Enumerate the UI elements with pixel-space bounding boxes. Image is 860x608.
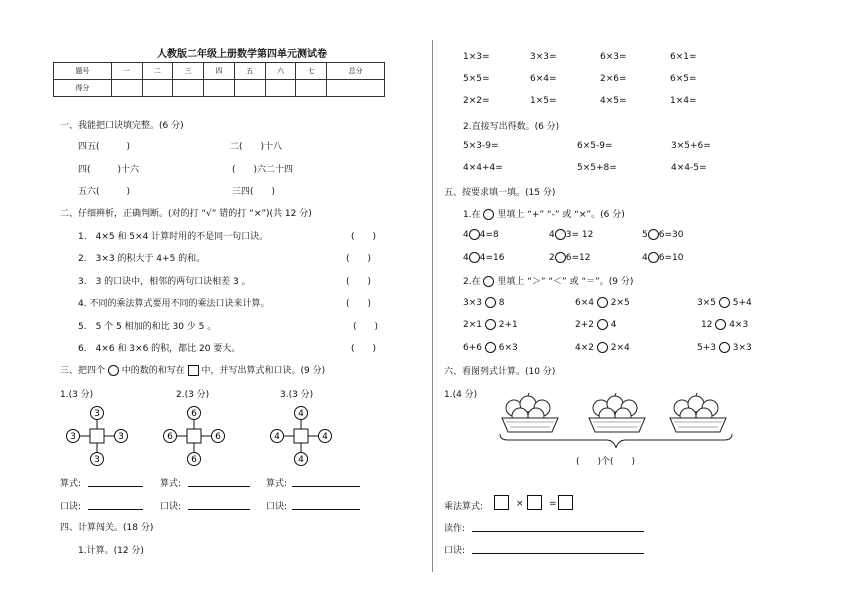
direct-item: 4×4+4=	[463, 163, 503, 173]
judge-item: 5. 5 个 5 相加的和比 30 少 5 。	[78, 322, 217, 332]
op-circle[interactable]	[469, 252, 480, 263]
cmp-left: 12	[701, 320, 713, 330]
s5-sub2-part: 2.在	[463, 277, 481, 287]
judge-paren[interactable]: ( )	[351, 344, 377, 354]
cmp-right: 2×5	[610, 298, 630, 308]
s5-sub2-part: 里填上 “＞” “＜” 或 “＝”。(9 分)	[497, 277, 634, 287]
mult-label: 乘法算式:	[444, 502, 484, 512]
score-cell[interactable]	[111, 80, 142, 97]
s1-item: ( )六二十四	[232, 165, 294, 175]
direct-item: 6×5-9=	[577, 141, 613, 151]
score-table-score-row	[54, 80, 385, 97]
s1-item: 四( )十六	[78, 165, 140, 175]
op-circle[interactable]	[648, 229, 659, 240]
rhyme-blank[interactable]	[188, 509, 250, 510]
s5-sub1-part: 1.在	[463, 210, 481, 220]
cmp-left: 6+6	[463, 343, 482, 353]
times-sign: ×	[516, 499, 524, 509]
calc-item: 6×3=	[600, 52, 627, 62]
op-circle[interactable]	[555, 252, 566, 263]
op-right: 4=8	[479, 230, 499, 240]
cmp-right: 4	[610, 320, 617, 330]
op-item	[549, 229, 593, 240]
circle-icon	[108, 365, 119, 376]
op-left: 4	[642, 253, 648, 263]
formula-label: 算式:	[160, 479, 182, 489]
s3-sub-label: 2.(3 分)	[176, 390, 210, 400]
rhyme-blank[interactable]	[292, 509, 360, 510]
section6-title: 六、看图列式计算。(10 分)	[444, 367, 556, 377]
rhyme-label: 口诀:	[60, 502, 82, 512]
score-header-cell: 七	[296, 63, 327, 80]
circle-icon	[483, 209, 494, 220]
score-header-cell: 三	[173, 63, 204, 80]
direct-item: 3×5+6=	[671, 141, 711, 151]
cmp-circle[interactable]	[719, 342, 730, 353]
score-cell[interactable]	[173, 80, 204, 97]
answer-box[interactable]	[558, 495, 573, 510]
cross-num: 6	[167, 432, 173, 442]
direct-item: 4×4-5=	[671, 163, 707, 173]
cmp-right: 3×3	[732, 343, 752, 353]
judge-paren[interactable]: ( )	[353, 322, 379, 332]
score-table-header-row	[54, 63, 385, 80]
cmp-left: 3×5	[697, 298, 716, 308]
read-label: 读作:	[444, 524, 466, 534]
formula-blank[interactable]	[188, 486, 250, 487]
op-item	[463, 252, 504, 263]
score-cell[interactable]	[142, 80, 173, 97]
op-right: 3= 12	[565, 230, 594, 240]
cmp-left: 2+2	[575, 320, 594, 330]
s5-sub1-part: 里填上 “+” “-” 或 “×”。(6 分)	[497, 210, 625, 220]
cross-num: 3	[94, 455, 100, 465]
basket-3	[670, 393, 726, 432]
calc-item: 6×5=	[670, 74, 697, 84]
cmp-circle[interactable]	[485, 342, 496, 353]
judge-item: 2. 3×3 的积大于 4+5 的和。	[78, 254, 206, 264]
s5-sub1	[463, 207, 625, 220]
score-header-cell: 六	[265, 63, 296, 80]
cmp-left: 3×3	[463, 298, 482, 308]
answer-box[interactable]	[527, 495, 542, 510]
judge-paren[interactable]: ( )	[351, 232, 377, 242]
s3-title-part: 中的数的和写在	[121, 366, 185, 376]
op-left: 4	[463, 253, 469, 263]
calc-item: 6×4=	[530, 74, 557, 84]
read-blank[interactable]	[472, 531, 644, 532]
s6-sub1: 1.(4 分)	[444, 390, 478, 400]
apple-baskets-illustration	[496, 392, 736, 452]
formula-blank[interactable]	[88, 486, 143, 487]
judge-item: 6. 4×6 和 3×6 的积，都比 20 要大。	[78, 344, 241, 354]
basket-1	[502, 393, 558, 432]
op-item	[642, 252, 683, 263]
s1-item: 二( )十八	[230, 142, 283, 152]
cmp-item	[575, 342, 630, 353]
cmp-right: 8	[498, 298, 505, 308]
op-right: 6=12	[565, 253, 591, 263]
op-left: 5	[642, 230, 648, 240]
score-header-cell: 四	[204, 63, 235, 80]
s3-title-part: 三、把四个	[60, 366, 106, 376]
circle-icon	[483, 276, 494, 287]
cross-num: 3	[118, 432, 124, 442]
cmp-right: 5+4	[732, 298, 752, 308]
cmp-circle[interactable]	[597, 297, 608, 308]
op-item	[463, 229, 499, 240]
judge-item: 4. 不同的乘法算式要用不同的乘法口诀来计算。	[78, 299, 270, 309]
score-table	[53, 62, 385, 97]
square-icon	[188, 365, 199, 376]
calc-item: 2×2=	[463, 96, 490, 106]
basket-2	[589, 393, 645, 432]
cmp-right: 2×4	[610, 343, 630, 353]
cross-num: 3	[94, 409, 100, 419]
s3-title-part: 中，并写出算式和口诀。(9 分)	[201, 366, 326, 376]
calc-item: 4×5=	[600, 96, 627, 106]
cross-diagram-1	[64, 404, 130, 468]
section1-title: 一、我能把口诀填完整。(6 分)	[60, 121, 184, 131]
op-circle[interactable]	[648, 252, 659, 263]
score-row-label: 得分	[54, 80, 112, 97]
cmp-circle[interactable]	[597, 319, 608, 330]
cmp-right: 2+1	[498, 320, 518, 330]
judge-item: 1. 4×5 和 5×4 计算时用的不是同一句口诀。	[78, 232, 269, 242]
direct-item: 5×3-9=	[463, 141, 499, 151]
cmp-item	[463, 319, 518, 330]
section4-title: 四、计算闯关。(18 分)	[60, 523, 154, 533]
cross-num: 4	[298, 409, 304, 419]
cmp-circle[interactable]	[485, 319, 496, 330]
cross-num: 4	[274, 432, 280, 442]
cmp-left: 6×4	[575, 298, 594, 308]
judge-paren[interactable]: ( )	[346, 254, 372, 264]
cmp-item	[697, 342, 752, 353]
s3-sub-label: 3.(3 分)	[280, 390, 314, 400]
cross-num: 6	[215, 432, 221, 442]
rhyme-label: 口诀:	[266, 502, 288, 512]
s5-sub2	[463, 274, 633, 287]
cross-num: 6	[191, 455, 197, 465]
op-left: 2	[549, 253, 555, 263]
cmp-item	[575, 319, 616, 330]
op-circle[interactable]	[469, 229, 480, 240]
s1-item: 四五( )	[78, 142, 131, 152]
brace-caption: ( )个( )	[576, 457, 636, 467]
op-left: 4	[463, 230, 469, 240]
judge-paren[interactable]: ( )	[346, 299, 372, 309]
direct-item: 5×5+8=	[577, 163, 617, 173]
cmp-item	[463, 297, 504, 308]
op-right: 4=16	[479, 253, 505, 263]
op-item	[642, 229, 683, 240]
score-cell[interactable]	[204, 80, 235, 97]
section5-title: 五、按要求填一填。(15 分)	[444, 188, 556, 198]
rhyme-label: 口诀:	[160, 502, 182, 512]
cross-num: 6	[191, 409, 197, 419]
judge-paren[interactable]: ( )	[346, 277, 372, 287]
cross-diagram-2	[161, 404, 227, 468]
calc-item: 5×5=	[463, 74, 490, 84]
s1-item: 三四( )	[232, 187, 276, 197]
curly-brace	[500, 434, 732, 448]
cmp-item	[575, 297, 630, 308]
score-header-cell: 总分	[327, 63, 385, 80]
score-cell[interactable]	[265, 80, 296, 97]
calc-item: 2×6=	[600, 74, 627, 84]
score-cell[interactable]	[296, 80, 327, 97]
formula-label: 算式:	[266, 479, 288, 489]
cross-num: 4	[322, 432, 328, 442]
equals-sign: =	[549, 499, 557, 509]
page-title: 人教版二年级上册数学第四单元测试卷	[157, 49, 327, 60]
cross-diagram-3	[268, 404, 334, 468]
rhyme-blank[interactable]	[88, 509, 143, 510]
cmp-left: 5+3	[697, 343, 716, 353]
score-cell[interactable]	[234, 80, 265, 97]
cross-num: 4	[298, 455, 304, 465]
calc-item: 1×4=	[670, 96, 697, 106]
answer-box[interactable]	[494, 495, 509, 510]
column-divider	[432, 40, 433, 572]
cmp-circle[interactable]	[597, 342, 608, 353]
cmp-circle[interactable]	[485, 297, 496, 308]
calc-item: 1×5=	[530, 96, 557, 106]
score-header-cell: 题号	[54, 63, 112, 80]
cmp-item	[463, 342, 518, 353]
op-circle[interactable]	[555, 229, 566, 240]
op-right: 6=30	[658, 230, 684, 240]
cmp-circle[interactable]	[715, 319, 726, 330]
op-right: 6=10	[658, 253, 684, 263]
calc-item: 3×3=	[530, 52, 557, 62]
cmp-item	[697, 297, 752, 308]
score-header-cell: 二	[142, 63, 173, 80]
score-header-cell: 一	[111, 63, 142, 80]
s6-rhyme-blank[interactable]	[472, 553, 644, 554]
score-cell[interactable]	[327, 80, 385, 97]
section2-title: 二、仔细辨析，正确判断。(对的打 “√” 错的打 “×”)(共 12 分)	[60, 209, 312, 219]
cmp-circle[interactable]	[719, 297, 730, 308]
calc-item: 1×3=	[463, 52, 490, 62]
op-item	[549, 252, 590, 263]
cross-num: 3	[70, 432, 76, 442]
s3-sub-label: 1.(3 分)	[60, 390, 94, 400]
s4-sub2: 2.直接写出得数。(6 分)	[463, 122, 560, 132]
formula-label: 算式:	[60, 479, 82, 489]
formula-blank[interactable]	[292, 486, 360, 487]
cmp-item	[701, 319, 748, 330]
cmp-right: 4×3	[729, 320, 749, 330]
cmp-left: 2×1	[463, 320, 482, 330]
s1-item: 五六( )	[78, 187, 131, 197]
cmp-left: 4×2	[575, 343, 594, 353]
s4-sub1: 1.计算。(12 分)	[78, 546, 144, 556]
s6-rhyme-label: 口诀:	[444, 546, 466, 556]
calc-item: 6×1=	[670, 52, 697, 62]
cmp-right: 6×3	[498, 343, 518, 353]
score-header-cell: 五	[234, 63, 265, 80]
judge-item: 3. 3 的口诀中，相邻的两句口诀相差 3 。	[78, 277, 251, 287]
op-left: 4	[549, 230, 555, 240]
section3-title	[60, 363, 325, 376]
